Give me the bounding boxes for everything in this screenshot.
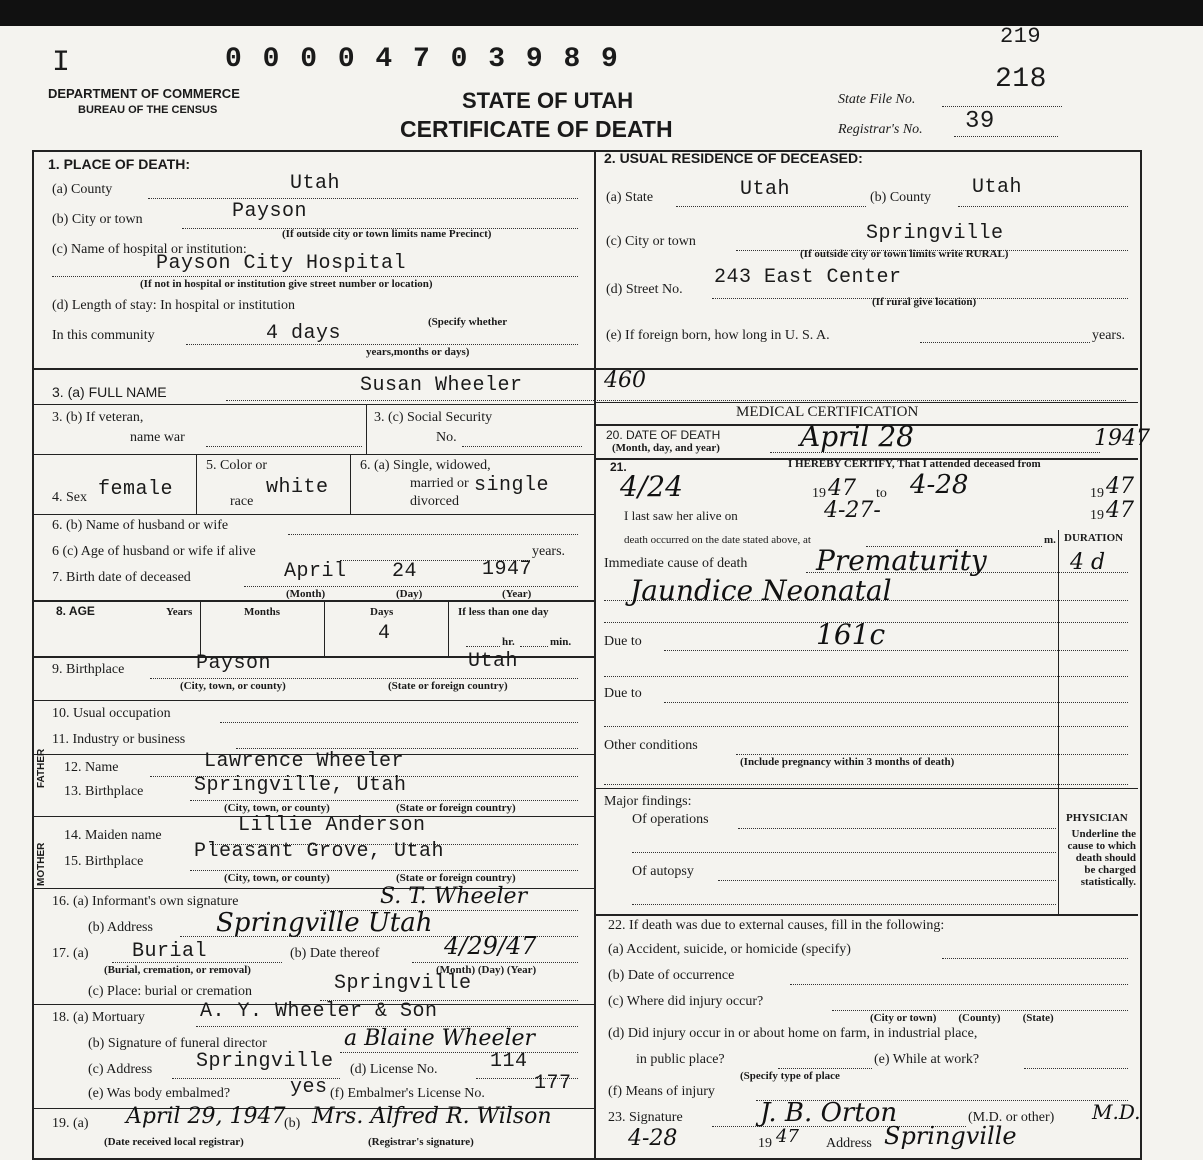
due-to-1-label: Due to	[604, 634, 642, 649]
main-divider	[594, 150, 596, 1158]
death-city-note: (If outside city or town limits name Precinct)	[282, 228, 492, 240]
color: white	[266, 476, 329, 499]
state-title: STATE OF UTAH	[462, 88, 634, 113]
row-line-2	[32, 404, 594, 405]
external-a: (a) Accident, suicide, or homicide (specify)	[608, 942, 851, 957]
burial-type: Burial	[132, 940, 208, 963]
mother-name: Lillie Anderson	[238, 814, 426, 837]
due-to-2-label: Due to	[604, 686, 642, 701]
veteran-line	[206, 446, 362, 447]
med-line-3	[594, 788, 1138, 789]
res-city-note: (If outside city or town limits write RURAL)	[800, 248, 1009, 260]
sex-label: 4. Sex	[52, 490, 87, 505]
informant-address-label: (b) Address	[88, 920, 153, 935]
md-label: (M.D. or other)	[968, 1110, 1055, 1125]
spouse-age-label: 6 (c) Age of husband or wife if alive	[52, 544, 256, 559]
full-name-label: 3. (a) FULL NAME	[52, 384, 167, 400]
occupation-label: 10. Usual occupation	[52, 706, 171, 721]
certify-text: I HEREBY CERTIFY, That I attended deceased from	[788, 458, 1041, 470]
operations-line-2	[632, 852, 1056, 853]
external-a-line	[942, 958, 1128, 959]
external-b-line	[790, 984, 1128, 985]
res-street-note: (If rural give location)	[872, 296, 977, 308]
operations-line	[738, 828, 1056, 829]
to-19: 19	[1090, 486, 1104, 501]
ssn-label: 3. (c) Social Security	[374, 410, 493, 425]
external-c-line	[832, 1010, 1128, 1011]
signature-address-label: Address	[826, 1136, 872, 1151]
age-div-2	[324, 600, 325, 656]
row-line-4	[32, 514, 594, 515]
signature-year: 47	[776, 1126, 799, 1147]
signature-19: 19	[758, 1136, 772, 1151]
last-19: 19	[1090, 508, 1104, 523]
external-b: (b) Date of occurrence	[608, 968, 735, 983]
sex: female	[98, 478, 174, 501]
name-code: 460	[604, 368, 646, 393]
foreign-born-label: (e) If foreign born, how long in U. S. A.	[606, 328, 830, 343]
state-file-number: 218	[995, 64, 1047, 95]
due-to-2-line	[664, 702, 1128, 703]
res-county-line	[958, 206, 1128, 207]
father-birthplace: Springville, Utah	[194, 774, 407, 797]
death-city: Payson	[232, 200, 308, 223]
birthplace-city-cap: (City, town, or county)	[180, 680, 286, 692]
external-d: (d) Did injury occur in or about home on farm, in industrial place,	[608, 1026, 978, 1041]
date-of-death-year: 1947	[1094, 426, 1150, 451]
license-label: (d) License No.	[350, 1062, 438, 1077]
age-years: Years	[166, 606, 193, 618]
marital-label-2: married or	[410, 476, 469, 491]
state-file-line	[942, 106, 1062, 107]
burial-date-cap: (Month) (Day) (Year)	[436, 964, 537, 976]
external-d2-line	[778, 1068, 872, 1069]
specify-place: (Specify type of place	[740, 1070, 840, 1082]
other-conditions-label: Other conditions	[604, 738, 698, 753]
burial-caption: (Burial, cremation, or removal)	[104, 964, 251, 976]
top-right-number: 219	[1000, 24, 1042, 49]
min-label: min.	[550, 636, 572, 648]
ssn-line	[462, 446, 582, 447]
mother-birthplace-label: 15. Birthplace	[64, 854, 144, 869]
father-state-cap: (State or foreign country)	[396, 802, 516, 814]
informant-label: 16. (a) Informant's own signature	[52, 894, 239, 909]
burial-place: Springville	[334, 972, 472, 995]
funeral-director-line	[340, 1052, 578, 1053]
mother-name-label: 14. Maiden name	[64, 828, 162, 843]
major-findings-label: Major findings:	[604, 794, 692, 809]
other-conditions-line	[736, 754, 1128, 755]
signature-label: 23. Signature	[608, 1110, 683, 1125]
length-of-stay-label: (d) Length of stay: In hospital or institution	[52, 298, 296, 313]
burial-line	[112, 962, 282, 963]
external-e: (e) While at work?	[874, 1052, 980, 1067]
res-county: Utah	[972, 176, 1023, 199]
birth-year: 1947	[482, 558, 533, 581]
community-note: years,months or days)	[366, 346, 470, 358]
father-name: Lawrence Wheeler	[204, 750, 405, 773]
burial-place-label: (c) Place: burial or cremation	[88, 984, 253, 999]
sex-divider	[196, 454, 197, 514]
physician-signature: J. B. Orton	[760, 1098, 898, 1128]
foreign-born-line	[920, 342, 1090, 343]
death-county: Utah	[290, 172, 341, 195]
hospital-name: Payson City Hospital	[156, 252, 407, 275]
embalmed-value: yes	[290, 1076, 328, 1099]
external-f: (f) Means of injury	[608, 1084, 715, 1099]
race-label: race	[230, 494, 254, 509]
father-birthplace-line	[190, 800, 578, 801]
month-caption: (Month)	[286, 588, 326, 600]
physician-note: Underline the cause to which death should be charged statistically.	[1067, 828, 1136, 888]
age-div-1	[200, 600, 201, 656]
last-year: 47	[1106, 498, 1134, 523]
death-county-label: (a) County	[52, 182, 113, 197]
spouse-label: 6. (b) Name of husband or wife	[52, 518, 229, 533]
attended-from: 4/24	[620, 470, 683, 503]
place-of-death-heading: 1. PLACE OF DEATH:	[48, 156, 191, 172]
industry-line	[236, 748, 578, 749]
age-days-value: 4	[378, 622, 391, 645]
mother-state-cap: (State or foreign country)	[396, 872, 516, 884]
mortuary-address-label: (c) Address	[88, 1062, 153, 1077]
row-line-2r	[594, 402, 1138, 403]
top-strip	[0, 0, 1203, 26]
birth-date-label: 7. Birth date of deceased	[52, 570, 191, 585]
res-state: Utah	[740, 178, 791, 201]
burial-label: 17. (a)	[52, 946, 89, 961]
death-city-label: (b) City or town	[52, 212, 143, 227]
occurred-label: death occurred on the date stated above, at	[624, 534, 811, 546]
res-county-label: (b) County	[870, 190, 932, 205]
res-street: 243 East Center	[714, 266, 902, 289]
marital-label: 6. (a) Single, widowed,	[360, 458, 491, 473]
physician-divider	[1058, 810, 1059, 914]
min-line	[520, 646, 548, 647]
signature-date: 4-28	[628, 1126, 678, 1151]
certificate-title: CERTIFICATE OF DEATH	[400, 116, 673, 142]
immediate-label: Immediate cause of death	[604, 556, 748, 571]
registrar-sig-cap: (Registrar's signature)	[368, 1136, 474, 1148]
residence-heading: 2. USUAL RESIDENCE OF DECEASED:	[604, 150, 863, 166]
hospital-note: (If not in hospital or institution give street number or location)	[140, 278, 433, 290]
hospital-label: (c) Name of hospital or institution:	[52, 242, 247, 257]
from-19: 19	[812, 486, 826, 501]
registrar-signature: Mrs. Alfred R. Wilson	[312, 1104, 552, 1129]
md-value: M.D.	[1092, 1100, 1141, 1124]
other-line-2	[604, 784, 1128, 785]
last-saw-date: 4-27-	[824, 498, 881, 523]
row-line-1	[32, 368, 1138, 370]
autopsy-line-2	[632, 904, 1056, 905]
hospital-line	[52, 276, 578, 277]
community-label: In this community	[52, 328, 155, 343]
veteran-war-label: name war	[130, 430, 185, 445]
birthplace-state-cap: (State or foreign country)	[388, 680, 508, 692]
father-name-label: 12. Name	[64, 760, 119, 775]
community-line	[186, 344, 578, 345]
embalmer-license: 177	[534, 1072, 572, 1095]
attended-to: 4-28	[910, 470, 969, 500]
mother-city-cap: (City, town, or county)	[224, 872, 330, 884]
color-divider	[350, 454, 351, 514]
cause-code: 161c	[816, 618, 886, 651]
industry-label: 11. Industry or business	[52, 732, 186, 747]
med-line-4	[594, 914, 1138, 916]
due-to-1-line-2	[604, 676, 1128, 677]
birth-month: April	[284, 560, 347, 583]
duration-label: DURATION	[1064, 532, 1124, 544]
burial-date-line	[412, 962, 578, 963]
immediate-cause-2: Jaundice Neonatal	[630, 574, 892, 607]
external-c-caps: (City or town) (County) (State)	[870, 1012, 1054, 1024]
other-conditions-note: (Include pregnancy within 3 months of death)	[740, 756, 955, 768]
res-state-label: (a) State	[606, 190, 654, 205]
license-number: 114	[490, 1050, 528, 1073]
row-line-5	[32, 600, 594, 602]
specify-whether: (Specify whether	[428, 316, 508, 328]
state-file-label: State File No.	[838, 92, 916, 107]
birthplace-label: 9. Birthplace	[52, 662, 125, 677]
father-birthplace-label: 13. Birthplace	[64, 784, 144, 799]
operations-label: Of operations	[632, 812, 709, 827]
row-line-3	[32, 454, 594, 455]
age-label: 8. AGE	[56, 604, 95, 618]
row-line-7	[32, 700, 594, 701]
death-county-line	[148, 198, 578, 199]
serial-number: 0 0 0 0 4 7 0 3 9 8 9	[225, 44, 620, 75]
mother-side-label: MOTHER	[36, 842, 47, 886]
signature-address: Springville	[884, 1122, 1017, 1150]
bureau-name: BUREAU OF THE CENSUS	[78, 104, 218, 116]
to-label: to	[876, 486, 887, 501]
medical-heading: MEDICAL CERTIFICATION	[736, 404, 919, 420]
mortuary-name: A. Y. Wheeler & Son	[200, 1000, 438, 1023]
burial-date: 4/29/47	[444, 932, 537, 960]
res-city: Springville	[866, 222, 1004, 245]
registrar-date: April 29, 1947	[126, 1104, 286, 1129]
mortuary-label: 18. (a) Mortuary	[52, 1010, 145, 1025]
embalmer-license-label: (f) Embalmer's License No.	[330, 1086, 485, 1101]
autopsy-label: Of autopsy	[632, 864, 694, 879]
color-label: 5. Color or	[206, 458, 268, 473]
physician-label: PHYSICIAN	[1066, 812, 1128, 824]
mother-birthplace-line	[190, 870, 578, 871]
spouse-years: years.	[532, 544, 566, 559]
date-of-death-label: 20. DATE OF DEATH	[606, 428, 721, 442]
year-caption: (Year)	[502, 588, 532, 600]
registrar-label: 19. (a)	[52, 1116, 89, 1131]
immediate-cause: Prematurity	[816, 544, 987, 577]
marital-label-3: divorced	[410, 494, 459, 509]
community-stay: 4 days	[266, 322, 342, 345]
mortuary-address: Springville	[196, 1050, 334, 1073]
spouse-line	[288, 534, 578, 535]
birth-day: 24	[392, 560, 418, 583]
funeral-director-label: (b) Signature of funeral director	[88, 1036, 267, 1051]
veteran-label: 3. (b) If veteran,	[52, 410, 144, 425]
from-year: 47	[828, 476, 856, 501]
mother-birthplace: Pleasant Grove, Utah	[194, 840, 445, 863]
date-of-death: April 28	[800, 420, 914, 453]
registrar-no-label: Registrar's No.	[838, 122, 923, 137]
veteran-divider	[366, 404, 367, 454]
registrar-b-label: (b)	[284, 1116, 301, 1131]
external-c: (c) Where did injury occur?	[608, 994, 764, 1009]
full-name: Susan Wheeler	[360, 374, 523, 397]
age-div-3	[448, 600, 449, 656]
birth-date-line	[244, 586, 578, 587]
due-to-2-line-2	[604, 726, 1128, 727]
burial-date-label: (b) Date thereof	[290, 946, 380, 961]
day-caption: (Day)	[396, 588, 423, 600]
less-than-day: If less than one day	[458, 606, 549, 618]
occurred-m: m.	[1044, 534, 1056, 546]
informant-address: Springville Utah	[216, 908, 433, 938]
immediate-duration: 4 d	[1070, 550, 1106, 575]
external-heading: 22. If death was due to external causes, fill in the following:	[608, 918, 945, 933]
date-of-death-cap: (Month, day, and year)	[612, 442, 720, 454]
autopsy-line	[718, 880, 1056, 881]
registrar-no-line	[954, 136, 1058, 137]
certify-number: 21.	[610, 460, 627, 474]
res-street-label: (d) Street No.	[606, 282, 683, 297]
marital-status: single	[474, 474, 550, 497]
hr-label: hr.	[502, 636, 515, 648]
hr-line	[466, 646, 500, 647]
informant-signature: S. T. Wheeler	[380, 884, 528, 909]
external-d2: in public place?	[636, 1052, 725, 1067]
dept-name: DEPARTMENT OF COMMERCE	[48, 86, 240, 101]
father-side-label: FATHER	[36, 748, 47, 788]
father-city-cap: (City, town, or county)	[224, 802, 330, 814]
registrar-number: 39	[965, 108, 995, 135]
registrar-date-cap: (Date received local registrar)	[104, 1136, 244, 1148]
birthplace-city: Payson	[196, 652, 272, 675]
occupation-line	[220, 722, 578, 723]
due-to-1-line	[664, 650, 1128, 651]
age-days: Days	[370, 606, 394, 618]
embalmed-label: (e) Was body embalmed?	[88, 1086, 231, 1101]
full-name-line	[226, 400, 1126, 401]
birthplace-line	[150, 678, 578, 679]
funeral-director-signature: a Blaine Wheeler	[344, 1026, 536, 1051]
res-city-label: (c) City or town	[606, 234, 696, 249]
res-state-line	[676, 206, 866, 207]
birthplace-state: Utah	[468, 650, 519, 673]
ssn-no-label: No.	[436, 430, 457, 445]
to-year: 47	[1106, 474, 1134, 499]
corner-mark: I	[52, 46, 71, 80]
age-months: Months	[244, 606, 281, 618]
foreign-years: years.	[1092, 328, 1126, 343]
last-saw-label: I last saw her alive on	[624, 508, 738, 523]
external-e-line	[1024, 1068, 1128, 1069]
